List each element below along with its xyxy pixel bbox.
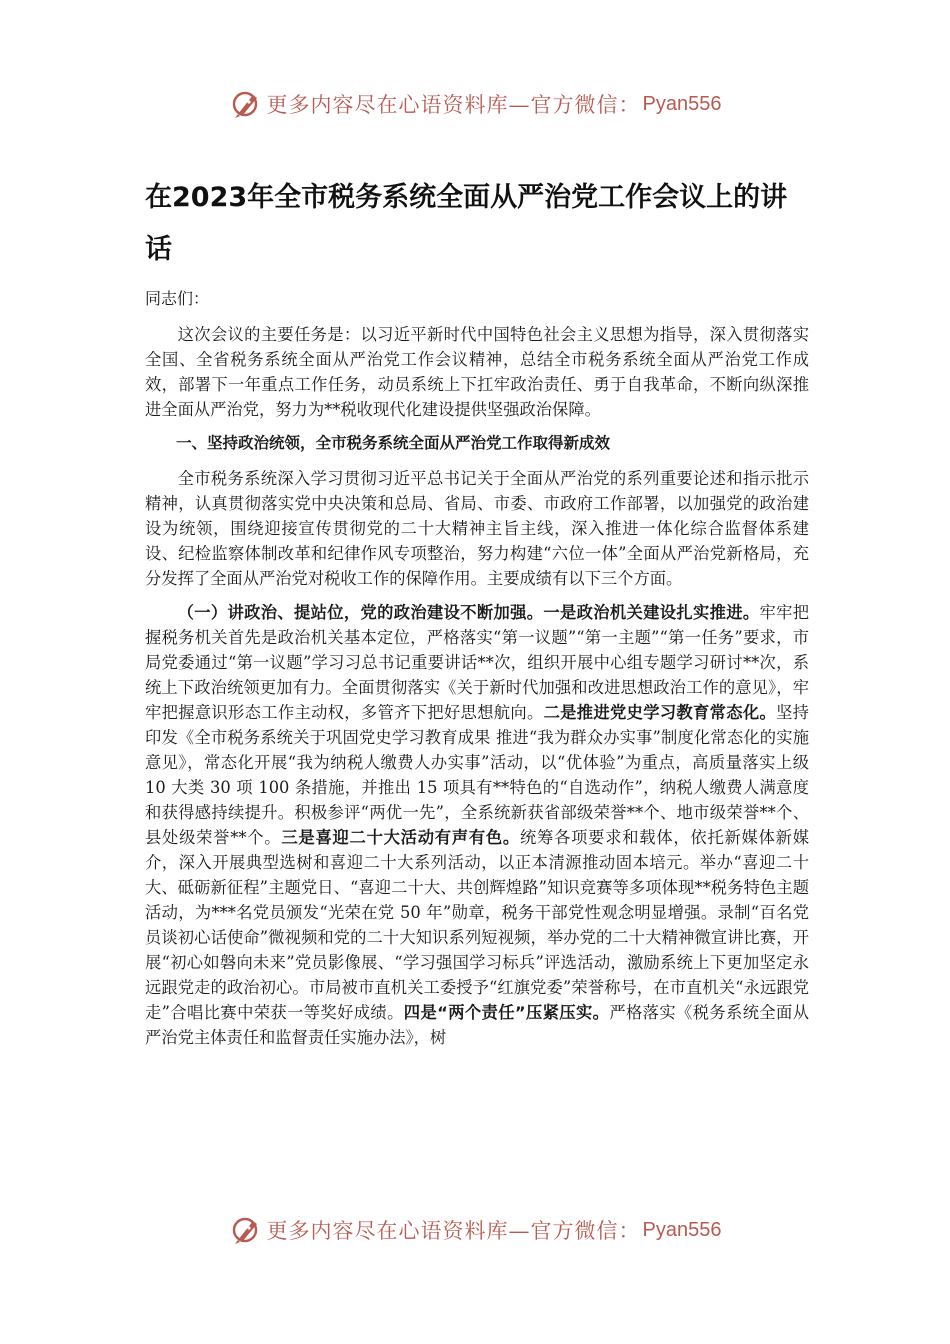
section-heading-1: 一、坚持政治统领，全市税务系统全面从严治党工作取得新成效 (176, 434, 611, 452)
watermark-wechat-id: Pyan556 (642, 1218, 722, 1241)
point-1-title: 一是政治机关建设扎实推进。 (543, 603, 760, 622)
point-4-text: 严格落实《税务系统全面从严治党主体责任和监督责任实施办法》，树 (145, 1003, 810, 1047)
point-3-title: 三是喜迎二十大活动有声有色。 (281, 828, 520, 847)
section-1-paragraph: 全市税务系统深入学习贯彻习近平总书记关于全面从严治党的系列重要论述和指示批示精神，认真贯彻落实党中央决策和总局、省局、市委、市政府工作部署，以加强党的政治建设为统领，围绕迎接宣传贯彻党的二十大精神主旨主线，深入推进一体化综合监督体系建设、纪检监察体制改革和纪律作风专项整治，努力构建“六位一体”全面从严治党新格局，充分发挥了全面从严治党对税收工作的保障作用。主要成绩有以下三个方面。 (145, 469, 809, 588)
subsection-1-paragraph (145, 600, 809, 1050)
intro-paragraph: 这次会议的主要任务是：以习近平新时代中国特色社会主义思想为指导，深入贯彻落实全国、全省税务系统全面从严治党工作会议精神，总结全市税务系统全面从严治党工作成效，部署下一年重点工作任务，动员系统上下扛牢政治责任、勇于自我革命，不断向纵深推进全面从严治党，努力为**税收现代化建设提供坚强政治保障。 (145, 325, 809, 419)
pen-nib-logo-icon (229, 1213, 263, 1247)
watermark-text: 更多内容尽在心语资料库—官方微信： (266, 93, 641, 117)
subsection-1-heading: （一）讲政治、提站位，党的政治建设不断加强。 (177, 603, 544, 622)
document-body (145, 172, 809, 1059)
footer-watermark-banner (0, 1208, 950, 1252)
point-3-text: 统筹各项要求和载体，依托新媒体新媒介，深入开展典型选树和喜迎二十大系列活动，以正本清源推动固本培元。举办“喜迎二十大、砥砺新征程”主题党日、“喜迎二十大、共创辉煌路”知识竞赛等多项体现**税务特色主题活动，为***名党员颁发“光荣在党 50 年”勋章，税务干部党性观念明显增强。录制“百名党员谈初心话使命”微视频和党的二十大知识系列短视频，举办党的二十大精神微宣讲比赛，开展“初心如磐向未来”党员影像展、“学习强国学习标兵”评选活动，激励系统上下更加坚定永远跟党走的政治初心。市局被市直机关工委授予“红旗党委”荣誉称号，在市直机关“永远跟党走”合唱比赛中荣获一等奖好成绩。 (145, 828, 809, 1022)
document-title: 在2023年全市税务系统全面从严治党工作会议上的讲话 (145, 182, 788, 265)
watermark-text: 更多内容尽在心语资料库—官方微信： (266, 1219, 641, 1243)
point-4-title: 四是“两个责任”压紧压实。 (403, 1003, 610, 1022)
point-2-text: 坚持印发《全市税务系统关于巩固党史学习教育成果 推进“我为群众办实事”制度化常态化的实施意见》，常态化开展“我为纳税人缴费人办实事”活动，以“优体验”为重点，高质量落实上级 10 大类 30 项 100 条措施，并推出 15 项具有**特色的“自选动作”，纳税人缴费人满意度和获得感持续提升。积极参评“两优一先”，全系统新获省部级荣誉**个、地市级荣誉**个、县处级荣誉**个。 (145, 703, 809, 847)
watermark-wechat-id: Pyan556 (642, 92, 722, 115)
pen-nib-logo-icon (229, 87, 263, 121)
header-watermark-banner (0, 82, 950, 126)
greeting: 同志们： (145, 289, 210, 308)
point-2-title: 二是推进党史学习教育常态化。 (543, 703, 777, 722)
point-1-text: 牢牢把握税务机关首先是政治机关基本定位，严格落实“第一议题”“第一主题”“第一任务”要求，市局党委通过“第一议题”学习习总书记重要讲话**次，组织开展中心组专题学习研讨**次，系统上下政治统领更加有力。全面贯彻落实《关于新时代加强和改进思想政治工作的意见》，牢牢把握意识形态工作主动权，多管齐下把好思想航向。 (145, 603, 809, 722)
